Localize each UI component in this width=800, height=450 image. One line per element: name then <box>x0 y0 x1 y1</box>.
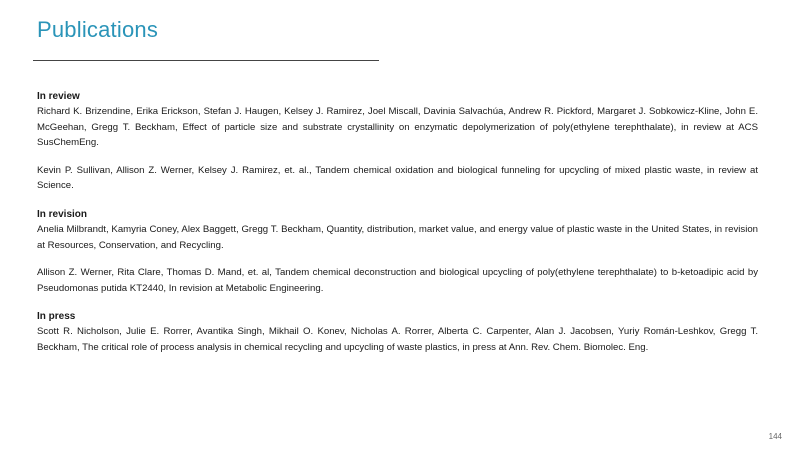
title-underline <box>33 60 379 61</box>
section-heading: In review <box>37 91 80 102</box>
publications-list <box>37 90 758 356</box>
publication-entry: Anelia Milbrandt, Kamyria Coney, Alex Baggett, Gregg T. Beckham, Quantity, distribution, market value, and energy value of plastic waste in the United States, in revision at Resources, Conservation, and Recycling. <box>37 223 758 251</box>
section-in-revision <box>37 208 758 296</box>
section-heading: In revision <box>37 208 88 220</box>
section-in-review <box>37 90 758 194</box>
section-heading: In press <box>37 311 76 323</box>
publication-entry: Richard K. Brizendine, Erika Erickson, Stefan J. Haugen, Kelsey J. Ramirez, Joel Miscall, Davinia Salvachúa, Andrew R. Pickford, Margaret J. Sobkowicz-Kline, John E. McGeehan, Gregg T. Beckham, Effect of particle size and substrate crystallinity on enzymatic depolymerization of poly(ethylene terephthalate), in review at ACS SusChemEng. <box>37 106 758 149</box>
section-in-press <box>37 310 758 355</box>
page-title: Publications <box>37 17 159 42</box>
publication-entry: Allison Z. Werner, Rita Clare, Thomas D. Mand, et. al, Tandem chemical deconstruction and biological upcycling of poly(ethylene terephthalate) to b-ketoadipic acid by Pseudomonas putida KT2440, In revision at Metabolic Engineering. <box>37 267 758 294</box>
publication-entry: Kevin P. Sullivan, Allison Z. Werner, Kelsey J. Ramirez, et. al., Tandem chemical oxidation and biological funneling for upcycling of mixed plastic waste, in review at Science. <box>37 164 758 192</box>
publication-entry: Scott R. Nicholson, Julie E. Rorrer, Avantika Singh, Mikhail O. Konev, Nicholas A. Rorrer, Alberta C. Carpenter, Alan J. Jacobsen, Yuriy Román-Leshkov, Gregg T. Beckham, The critical role of process analysis in chemical recycling and upcycling of waste plastics, in press at Ann. Rev. Chem. Biomolec. Eng. <box>37 326 758 353</box>
page-number: 144 <box>768 432 782 441</box>
